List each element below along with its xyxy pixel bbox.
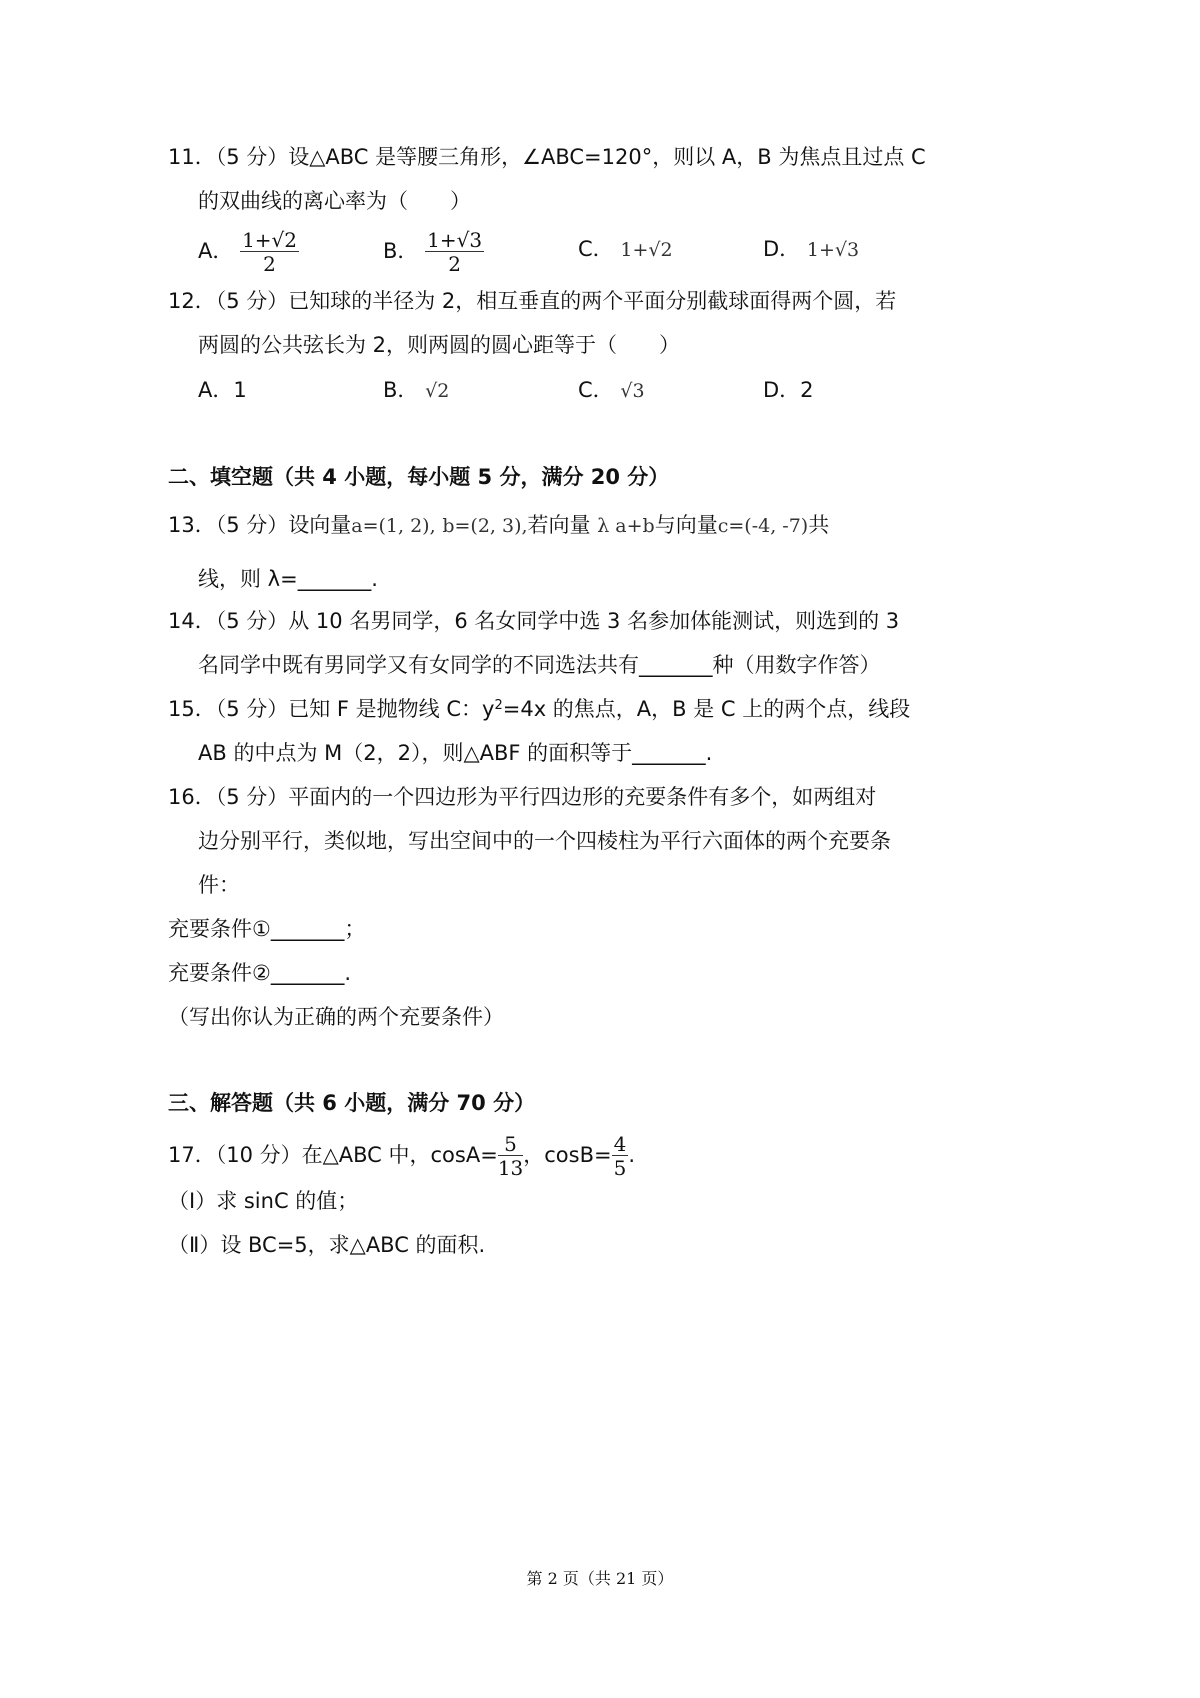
math-expression: √3 (620, 380, 645, 402)
q11-line2: 的双曲线的离心率为（ ） (198, 189, 471, 213)
vector-a: a=(1, 2), (351, 515, 436, 537)
q12-line1: 12．（5 分）已知球的半径为 2，相互垂直的两个平面分别截球面得两个圆，若 (168, 289, 897, 313)
q16-line1: 16．（5 分）平面内的一个四边形为平行四边形的充要条件有多个，如两组对 (168, 785, 877, 809)
q16-line2: 边分别平行，类似地，写出空间中的一个四棱柱为平行六面体的两个充要条 (198, 829, 891, 853)
q16-line3: 件： (198, 873, 240, 897)
option-label: B． (383, 239, 419, 263)
math-expression: 1+√2 (620, 239, 673, 261)
q17-text-1: 17．（10 分）在△ABC 中，cosA= (168, 1143, 498, 1167)
q15-text-2: =4x 的焦点，A，B 是 C 上的两个点，线段 (502, 697, 911, 721)
section-heading-fill-in: 二、填空题（共 4 小题，每小题 5 分，满分 20 分） (168, 465, 670, 489)
q16-note: （写出你认为正确的两个充要条件） (168, 1005, 504, 1029)
vector-c: c=(-4, -7) (717, 515, 809, 537)
denominator: 5 (613, 1156, 627, 1180)
option-label: A． (198, 239, 234, 263)
q11-option-a (198, 230, 299, 274)
q16-condition-2: 充要条件②_______. (168, 961, 352, 985)
q13-line1 (168, 510, 829, 541)
option-label: C． (578, 237, 614, 261)
q12-option-c (578, 375, 645, 406)
fraction (425, 230, 484, 274)
q15-line1 (168, 694, 910, 724)
numerator: 4 (613, 1132, 627, 1156)
math-expression: 1+√3 (806, 239, 860, 261)
q11-option-d (763, 234, 859, 265)
q11-line1: 11．（5 分）设△ABC 是等腰三角形，∠ABC=120°，则以 A，B 为焦点且过点 C (168, 145, 926, 169)
option-label: B． (383, 378, 419, 402)
page-footer: 第 2 页（共 21 页） (526, 1569, 674, 1588)
q12-option-a: A．1 (198, 378, 247, 402)
q17-subquestion-1: （Ⅰ）求 sinC 的值； (168, 1189, 359, 1213)
q13-text-3: 与向量 (654, 513, 718, 537)
q15-text-1: 15．（5 分）已知 F 是抛物线 C：y (168, 697, 495, 721)
q13-text-2: 若向量 (527, 513, 591, 537)
math-expression: √2 (425, 380, 450, 402)
numerator: 5 (498, 1134, 523, 1156)
q13-text-1: 13．（5 分）设向量 (168, 513, 352, 537)
q17-text-3: . (628, 1143, 636, 1167)
q14-line1: 14．（5 分）从 10 名男同学，6 名女同学中选 3 名参加体能测试，则选到的 3 (168, 609, 900, 633)
q12-option-d: D．2 (763, 378, 814, 402)
fraction (240, 230, 299, 274)
q11-option-c (578, 234, 673, 265)
q14-line2: 名同学中既有男同学又有女同学的不同选法共有_______种（用数字作答） (198, 653, 881, 677)
q17-subquestion-2: （Ⅱ）设 BC=5，求△ABC 的面积. (168, 1233, 486, 1257)
denominator: 2 (263, 252, 276, 276)
denominator: 2 (448, 252, 461, 276)
section-heading-solutions: 三、解答题（共 6 小题，满分 70 分） (168, 1091, 536, 1115)
denominator: 13 (497, 1156, 524, 1180)
vector-b: b=(2, 3), (442, 515, 528, 537)
q13-text-4: 共 (808, 513, 830, 537)
q12-line2: 两圆的公共弦长为 2，则两圆的圆心距等于（ ） (198, 333, 681, 357)
fraction-cosA (498, 1134, 523, 1178)
option-label: C． (578, 378, 614, 402)
q11-option-b (383, 230, 484, 274)
q16-condition-1: 充要条件①_______； (168, 917, 366, 941)
fraction-cosB (612, 1134, 629, 1178)
vector-expression: λ a+b (597, 515, 655, 537)
option-label: D． (763, 237, 801, 261)
q17-line1 (168, 1134, 635, 1178)
q15-line2: AB 的中点为 M（2，2），则△ABF 的面积等于_______. (198, 741, 713, 765)
numerator: 1+√2 (242, 228, 298, 252)
numerator: 1+√3 (427, 228, 483, 252)
q12-option-b (383, 375, 449, 406)
q13-line2: 线，则 λ=_______. (198, 567, 378, 591)
superscript: 2 (494, 698, 503, 713)
q17-text-2: ，cosB= (523, 1143, 612, 1167)
